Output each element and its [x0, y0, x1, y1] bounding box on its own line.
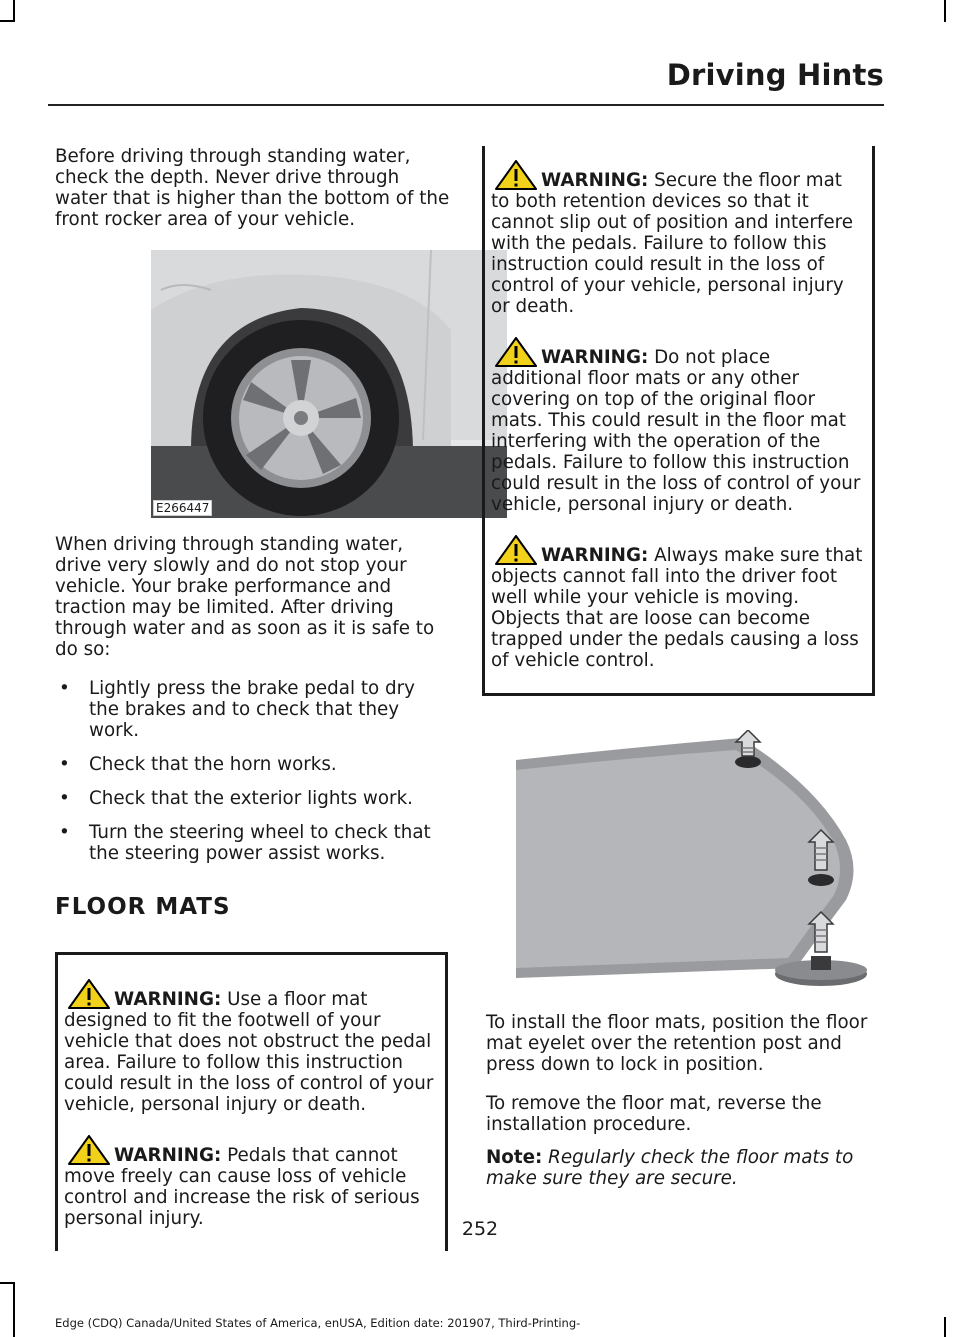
page-title: Driving Hints	[666, 58, 884, 92]
bullet-marker: •	[59, 678, 70, 699]
wheel-figure-image	[151, 250, 507, 518]
note-text: Regularly check the floor mats to make sure they are secure.	[486, 1147, 854, 1189]
note-label: Note:	[486, 1147, 543, 1168]
bullet-marker: •	[59, 754, 70, 775]
warning-triangle-icon	[68, 979, 110, 1009]
bullet-marker: •	[59, 822, 70, 843]
floor-mat-illustration	[516, 730, 876, 988]
right-column	[486, 146, 878, 1189]
crop-mark	[13, 0, 15, 22]
water-paragraph: When driving through standing water, drive very slowly and do not stop your vehicle. Your brake performance and traction may be limited. After driving through water and as soon as it is safe to do so:	[55, 534, 435, 660]
header-divider	[48, 104, 884, 106]
left-column	[55, 146, 450, 1251]
warning-item: WARNING: Always make sure that objects cannot fall into the driver foot well while your vehicle is moving. Objects that are loose can become trapped under the pedals causing a loss of vehicle control.	[491, 535, 866, 671]
after-water-checklist	[55, 678, 450, 864]
list-item: • Lightly press the brake pedal to dry the brakes and to check that they work.	[59, 678, 415, 741]
warning-box	[55, 952, 448, 1251]
bullet-marker: •	[59, 788, 70, 809]
warning-item: WARNING: Secure the floor mat to both retention devices so that it cannot slip out of position and interfere with the pedals. Failure to follow this instruction could result in the loss of control of your vehicle, personal injury or death.	[491, 160, 866, 317]
footer-edition-info: Edge (CDQ) Canada/United States of America, enUSA, Edition date: 201907, Third-Printing-	[55, 1316, 581, 1330]
intro-paragraph: Before driving through standing water, check the depth. Never drive through water that is higher than the bottom of the front rocker area of your vehicle.	[55, 146, 450, 230]
list-item: • Check that the horn works.	[59, 754, 337, 775]
warning-item: WARNING: Do not place additional floor mats or any other covering on top of the original floor mats. This could result in the floor mat interfering with the operation of the pedals. Failure to follow this instruction could result in the loss of control of your vehicle, personal injury or death.	[491, 337, 866, 515]
list-item: • Check that the exterior lights work.	[59, 788, 413, 809]
crop-mark	[13, 1282, 15, 1337]
crop-mark	[944, 0, 946, 22]
list-item: • Turn the steering wheel to check that the steering power assist works.	[59, 822, 431, 864]
section-heading-floor-mats: FLOOR MATS	[55, 894, 231, 920]
install-paragraph: To install the floor mats, position the floor mat eyelet over the retention post and press down to lock in position.	[486, 1012, 868, 1075]
warning-item: WARNING: Pedals that cannot move freely can cause loss of vehicle control and increase the risk of serious personal injury.	[64, 1135, 439, 1229]
remove-paragraph: To remove the floor mat, reverse the installation procedure.	[486, 1093, 822, 1135]
note-paragraph	[486, 1147, 878, 1189]
crop-mark	[944, 1317, 946, 1337]
warning-triangle-icon	[495, 160, 537, 190]
crop-mark	[0, 20, 15, 22]
floor-mat-figure-image	[516, 730, 876, 988]
page-number: 252	[461, 1218, 499, 1240]
warning-item: WARNING: Use a floor mat designed to fit the footwell of your vehicle that does not obstruct the pedal area. Failure to follow this instruction could result in the loss of control of your vehicle, personal injury or death.	[64, 979, 439, 1115]
warning-triangle-icon	[495, 337, 537, 367]
warning-triangle-icon	[68, 1135, 110, 1165]
warning-triangle-icon	[495, 535, 537, 565]
warning-box	[482, 146, 875, 696]
vehicle-wheel-illustration	[151, 250, 507, 518]
figure-code: E266447	[153, 500, 212, 516]
crop-mark	[0, 1282, 15, 1284]
